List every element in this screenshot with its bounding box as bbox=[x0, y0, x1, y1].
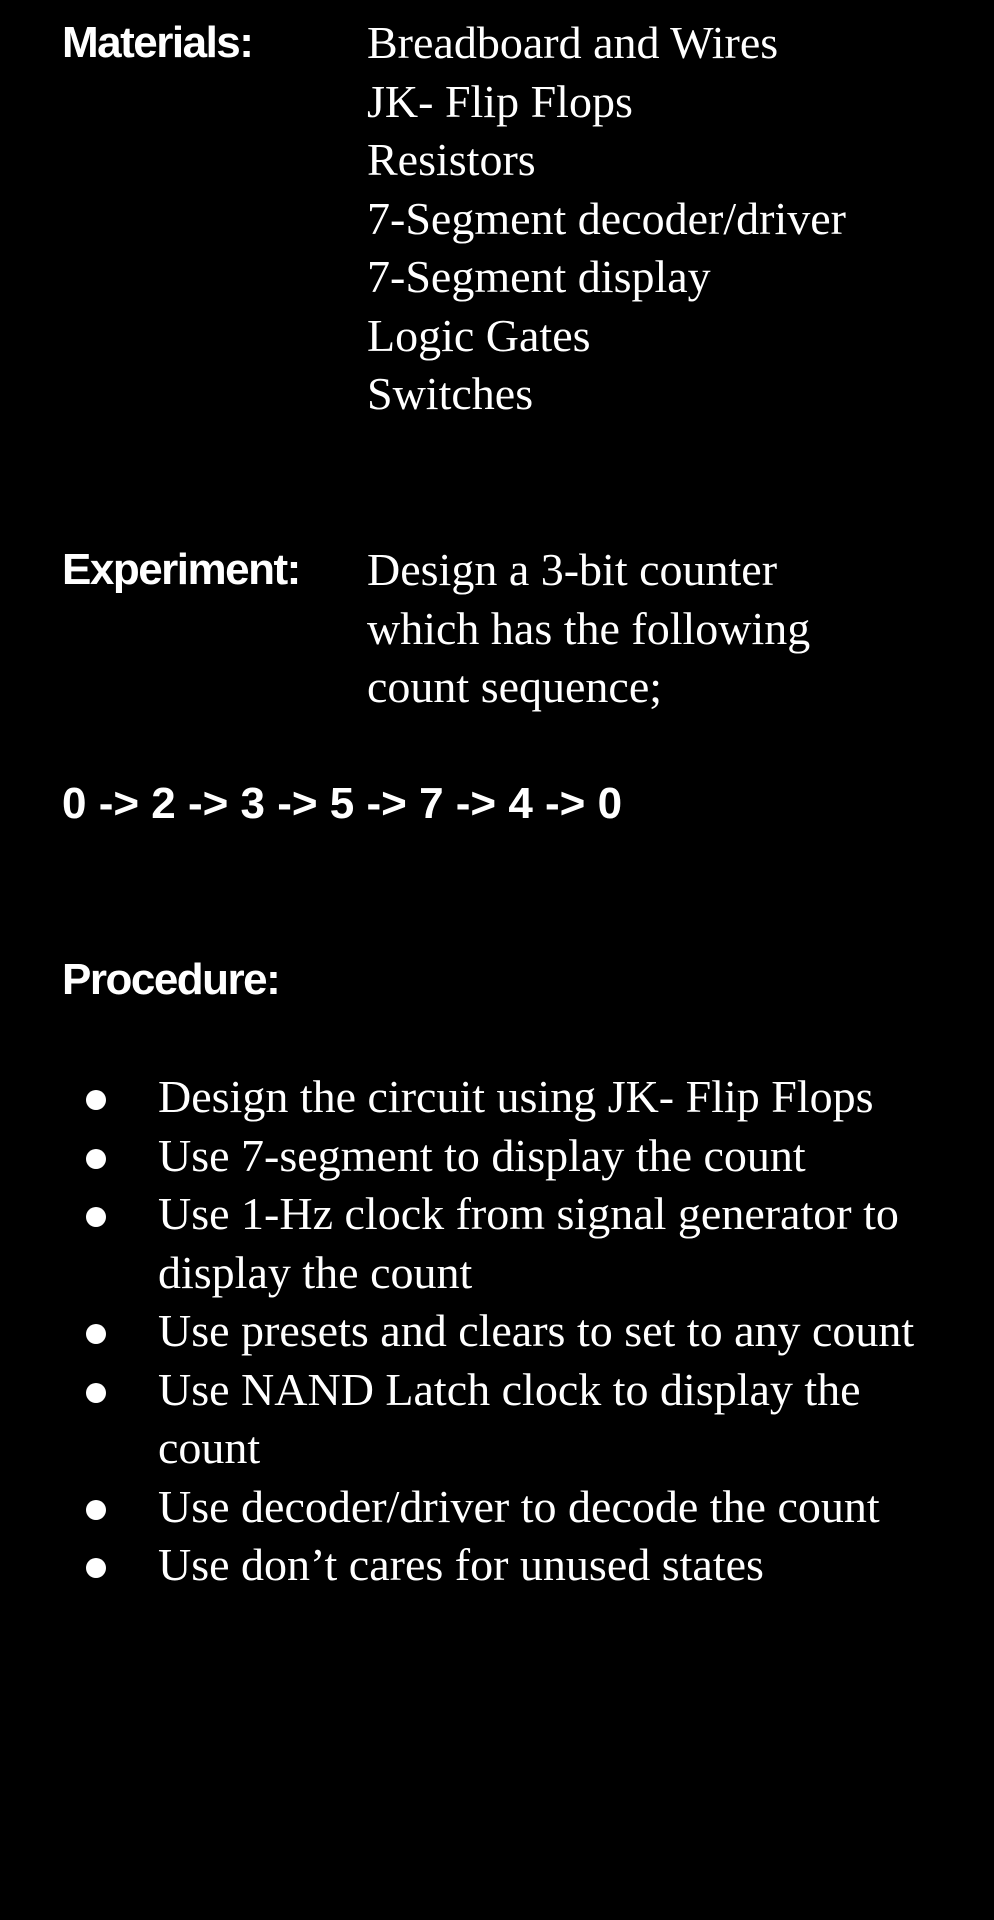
experiment-line: Design a 3-bit counter bbox=[367, 544, 778, 595]
material-item: Switches bbox=[367, 368, 534, 419]
experiment-heading: Experiment: bbox=[62, 545, 300, 594]
bullet-icon bbox=[86, 1383, 106, 1403]
count-sequence: 0 -> 2 -> 3 -> 5 -> 7 -> 4 -> 0 bbox=[62, 779, 623, 828]
procedure-step-text: Use don’t cares for unused states bbox=[158, 1539, 764, 1590]
experiment-line: which has the following bbox=[367, 602, 811, 654]
bullet-icon bbox=[86, 1090, 106, 1110]
procedure-step bbox=[0, 1361, 948, 1478]
procedure-step-text: Use presets and clears to set to any count bbox=[158, 1305, 915, 1356]
material-item: Breadboard and Wires bbox=[367, 17, 779, 68]
procedure-step bbox=[0, 1536, 948, 1595]
bullet-icon bbox=[86, 1500, 106, 1520]
material-item: 7-Segment display bbox=[367, 251, 711, 302]
procedure-step bbox=[0, 1068, 948, 1127]
procedure-step bbox=[0, 1478, 948, 1537]
procedure-step-text: Use decoder/driver to decode the count bbox=[158, 1480, 880, 1532]
experiment-line: count sequence; bbox=[367, 661, 663, 712]
procedure-step bbox=[0, 1185, 948, 1302]
material-item: 7-Segment decoder/driver bbox=[367, 192, 846, 244]
material-item: Logic Gates bbox=[367, 309, 591, 361]
material-item: JK- Flip Flops bbox=[367, 75, 633, 127]
procedure-step-text: Use NAND Latch clock to display the count bbox=[158, 1363, 861, 1473]
procedure-step-text: Use 1-Hz clock from signal generator to display the count bbox=[158, 1188, 899, 1298]
experiment-description bbox=[367, 541, 810, 717]
bullet-icon bbox=[86, 1149, 106, 1169]
procedure-list bbox=[0, 1068, 994, 1595]
procedure-heading: Procedure: bbox=[62, 955, 280, 1004]
materials-list bbox=[367, 14, 846, 424]
procedure-step bbox=[0, 1302, 948, 1361]
material-item: Resistors bbox=[367, 134, 536, 185]
bullet-icon bbox=[86, 1207, 106, 1227]
materials-heading: Materials: bbox=[62, 18, 253, 67]
procedure-step bbox=[0, 1127, 948, 1186]
bullet-icon bbox=[86, 1324, 106, 1344]
procedure-step-text: Use 7-segment to display the count bbox=[158, 1129, 806, 1181]
bullet-icon bbox=[86, 1558, 106, 1578]
procedure-step-text: Design the circuit using JK- Flip Flops bbox=[158, 1071, 874, 1122]
